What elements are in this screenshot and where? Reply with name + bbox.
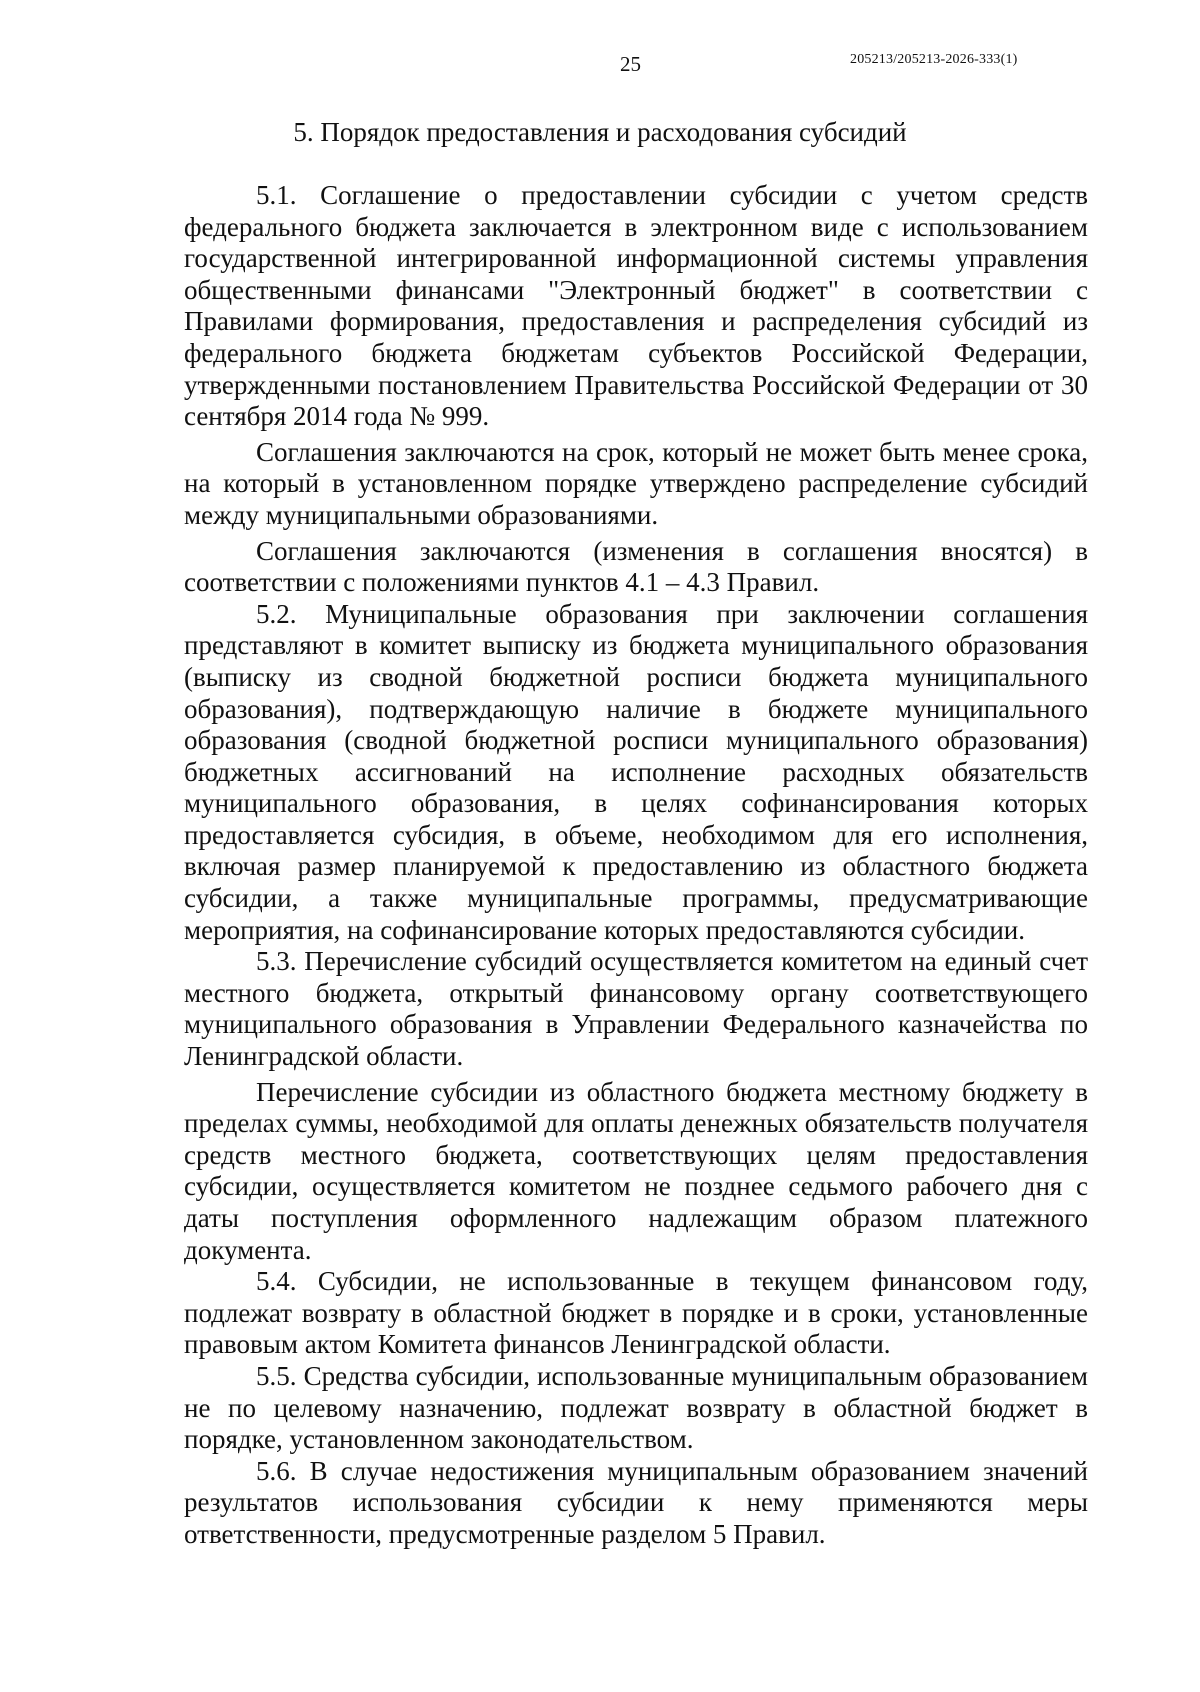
- paragraph-5-6: 5.6. В случае недостижения муниципальным образованием значений результатов использования субсидии к нему применяются меры ответственности, предусмотренные разделом 5 Правил.: [184, 1455, 1088, 1549]
- paragraph-5-3: 5.3. Перечисление субсидий осуществляется комитетом на единый счет местного бюджета, открытый финансовому органу соответствующего муниципального образования в Управлении Федерального казначейства по Ленинградской области.: [184, 946, 1088, 1072]
- section-title: 5. Порядок предоставления и расходования субсидий: [293, 117, 907, 147]
- paragraph-5-4: 5.4. Субсидии, не использованные в текущем финансовом году, подлежат возврату в областной бюджет в порядке и в сроки, установленные правовым актом Комитета финансов Ленинградской области.: [184, 1266, 1088, 1360]
- paragraph-5-2: 5.2. Муниципальные образования при заключении соглашения представляют в комитет выписку из бюджета муниципального образования (выписку из сводной бюджетной росписи бюджета муниципального образования), подтверждающую наличие в бюджете муниципального образования (сводной бюджетной росписи муниципального образования) бюджетных ассигнований на исполнение расходных обязательств муниципального образования, в целях софинансирования которых предоставляется субсидия, в объеме, необходимом для его исполнения, включая размер планируемой к предоставлению из областного бюджета субсидии, а также муниципальные программы, предусматривающие мероприятия, на софинансирование которых предоставляются субсидии.: [184, 598, 1088, 945]
- document-code: 205213/205213-2026-333(1): [850, 52, 1018, 67]
- paragraph-agreement-term: Соглашения заключаются на срок, который не может быть менее срока, на который в установленном порядке утверждено распределение субсидий между муниципальными образованиями.: [184, 436, 1088, 530]
- paragraph-agreement-changes: Соглашения заключаются (изменения в соглашения вносятся) в соответствии с положениями пунктов 4.1 – 4.3 Правил.: [184, 535, 1088, 598]
- document-body: [184, 180, 1088, 1551]
- paragraph-5-1: 5.1. Соглашение о предоставлении субсидии с учетом средств федерального бюджета заключается в электронном виде с использованием государственной интегрированной информационной системы управления общественными финансами "Электронный бюджет" в соответствии с Правилами формирования, предоставления и распределения субсидий из федерального бюджета бюджетам субъектов Российской Федерации, утвержденными постановлением Правительства Российской Федерации от 30 сентября 2014 года № 999.: [184, 180, 1088, 432]
- paragraph-transfer: Перечисление субсидии из областного бюджета местному бюджету в пределах суммы, необходимой для оплаты денежных обязательств получателя средств местного бюджета, соответствующих целям предоставления субсидии, осуществляется комитетом не позднее седьмого рабочего дня с даты поступления оформленного надлежащим образом платежного документа.: [184, 1076, 1088, 1265]
- page-number: 25: [620, 52, 641, 76]
- paragraph-5-5: 5.5. Средства субсидии, использованные муниципальным образованием не по целевому назначению, подлежат возврату в областной бюджет в порядке, установленном законодательством.: [184, 1360, 1088, 1455]
